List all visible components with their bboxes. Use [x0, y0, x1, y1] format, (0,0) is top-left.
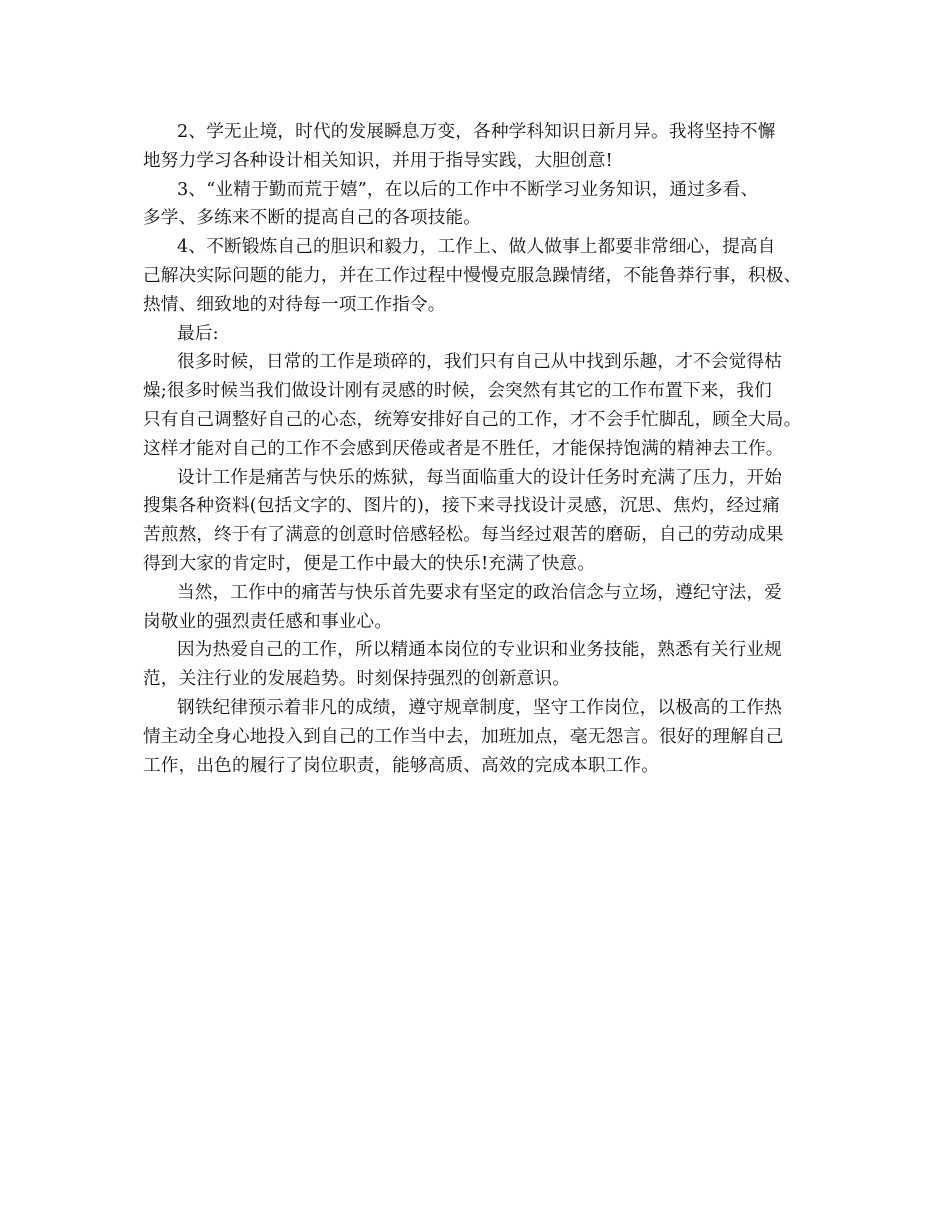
paragraph-line: 3、“业精于勤而荒于嬉”，在以后的工作中不断学习业务知识，通过多看、 [177, 179, 759, 200]
document-body [143, 118, 833, 780]
paragraph-line: 情主动全身心地投入到自己的工作当中去，加班加点，毫无怨言。很好的理解自己 [143, 726, 784, 747]
paragraph-line: 很多时候，日常的工作是琐碎的，我们只有自己从中找到乐趣，才不会觉得枯 [177, 352, 782, 373]
section-heading-last: 最后: [177, 323, 219, 344]
paragraph-line: 苦煎熬，终于有了满意的创意时倍感轻松。每当经过艰苦的磨砺，自己的劳动成果 [143, 525, 784, 546]
paragraph-line: 钢铁纪律预示着非凡的成绩，遵守规章制度，坚守工作岗位，以极高的工作热 [177, 697, 782, 718]
paragraph-line: 当然，工作中的痛苦与快乐首先要求有坚定的政治信念与立场，遵纪守法，爱 [177, 582, 782, 603]
paragraph-line: 地努力学习各种设计相关知识，并用于指导实践，大胆创意! [143, 150, 613, 171]
paragraph-line: 范，关注行业的发展趋势。时刻保持强烈的创新意识。 [143, 669, 571, 690]
paragraph-line: 4、不断锻炼自己的胆识和毅力，工作上、做人做事上都要非常细心，提高自 [177, 237, 776, 258]
paragraph-line: 岗敬业的强烈责任感和事业心。 [143, 611, 393, 632]
paragraph-line: 多学、多练来不断的提高自己的各项技能。 [143, 208, 482, 229]
paragraph-line: 2、学无止境，时代的发展瞬息万变，各种学科知识日新月异。我将坚持不懈 [177, 122, 776, 142]
paragraph-line: 设计工作是痛苦与快乐的炼狱，每当面临重大的设计任务时充满了压力，开始 [177, 467, 782, 488]
paragraph-line: 这样才能对自己的工作不会感到厌倦或者是不胜任，才能保持饱满的精神去工作。 [143, 438, 784, 459]
paragraph-line: 己解决实际问题的能力，并在工作过程中慢慢克服急躁情绪，不能鲁莽行事，积极、 [143, 265, 802, 286]
paragraph-line: 工作，出色的履行了岗位职责，能够高质、高效的完成本职工作。 [143, 755, 660, 776]
paragraph-line: 得到大家的肯定时，便是工作中最大的快乐!充满了快意。 [143, 553, 596, 574]
paragraph-line: 搜集各种资料(包括文字的、图片的)，接下来寻找设计灵感，沉思、焦灼，经过痛 [143, 496, 780, 517]
paragraph-line: 只有自己调整好自己的心态，统筹安排好自己的工作，才不会手忙脚乱，顾全大局。 [143, 409, 802, 430]
paragraph-line: 热情、细致地的对待每一项工作指令。 [143, 294, 446, 315]
paragraph-line: 因为热爱自己的工作，所以精通本岗位的专业识和业务技能，熟悉有关行业规 [177, 640, 782, 661]
paragraph-line: 燥;很多时候当我们做设计刚有灵感的时候，会突然有其它的工作布置下来，我们 [143, 381, 772, 402]
